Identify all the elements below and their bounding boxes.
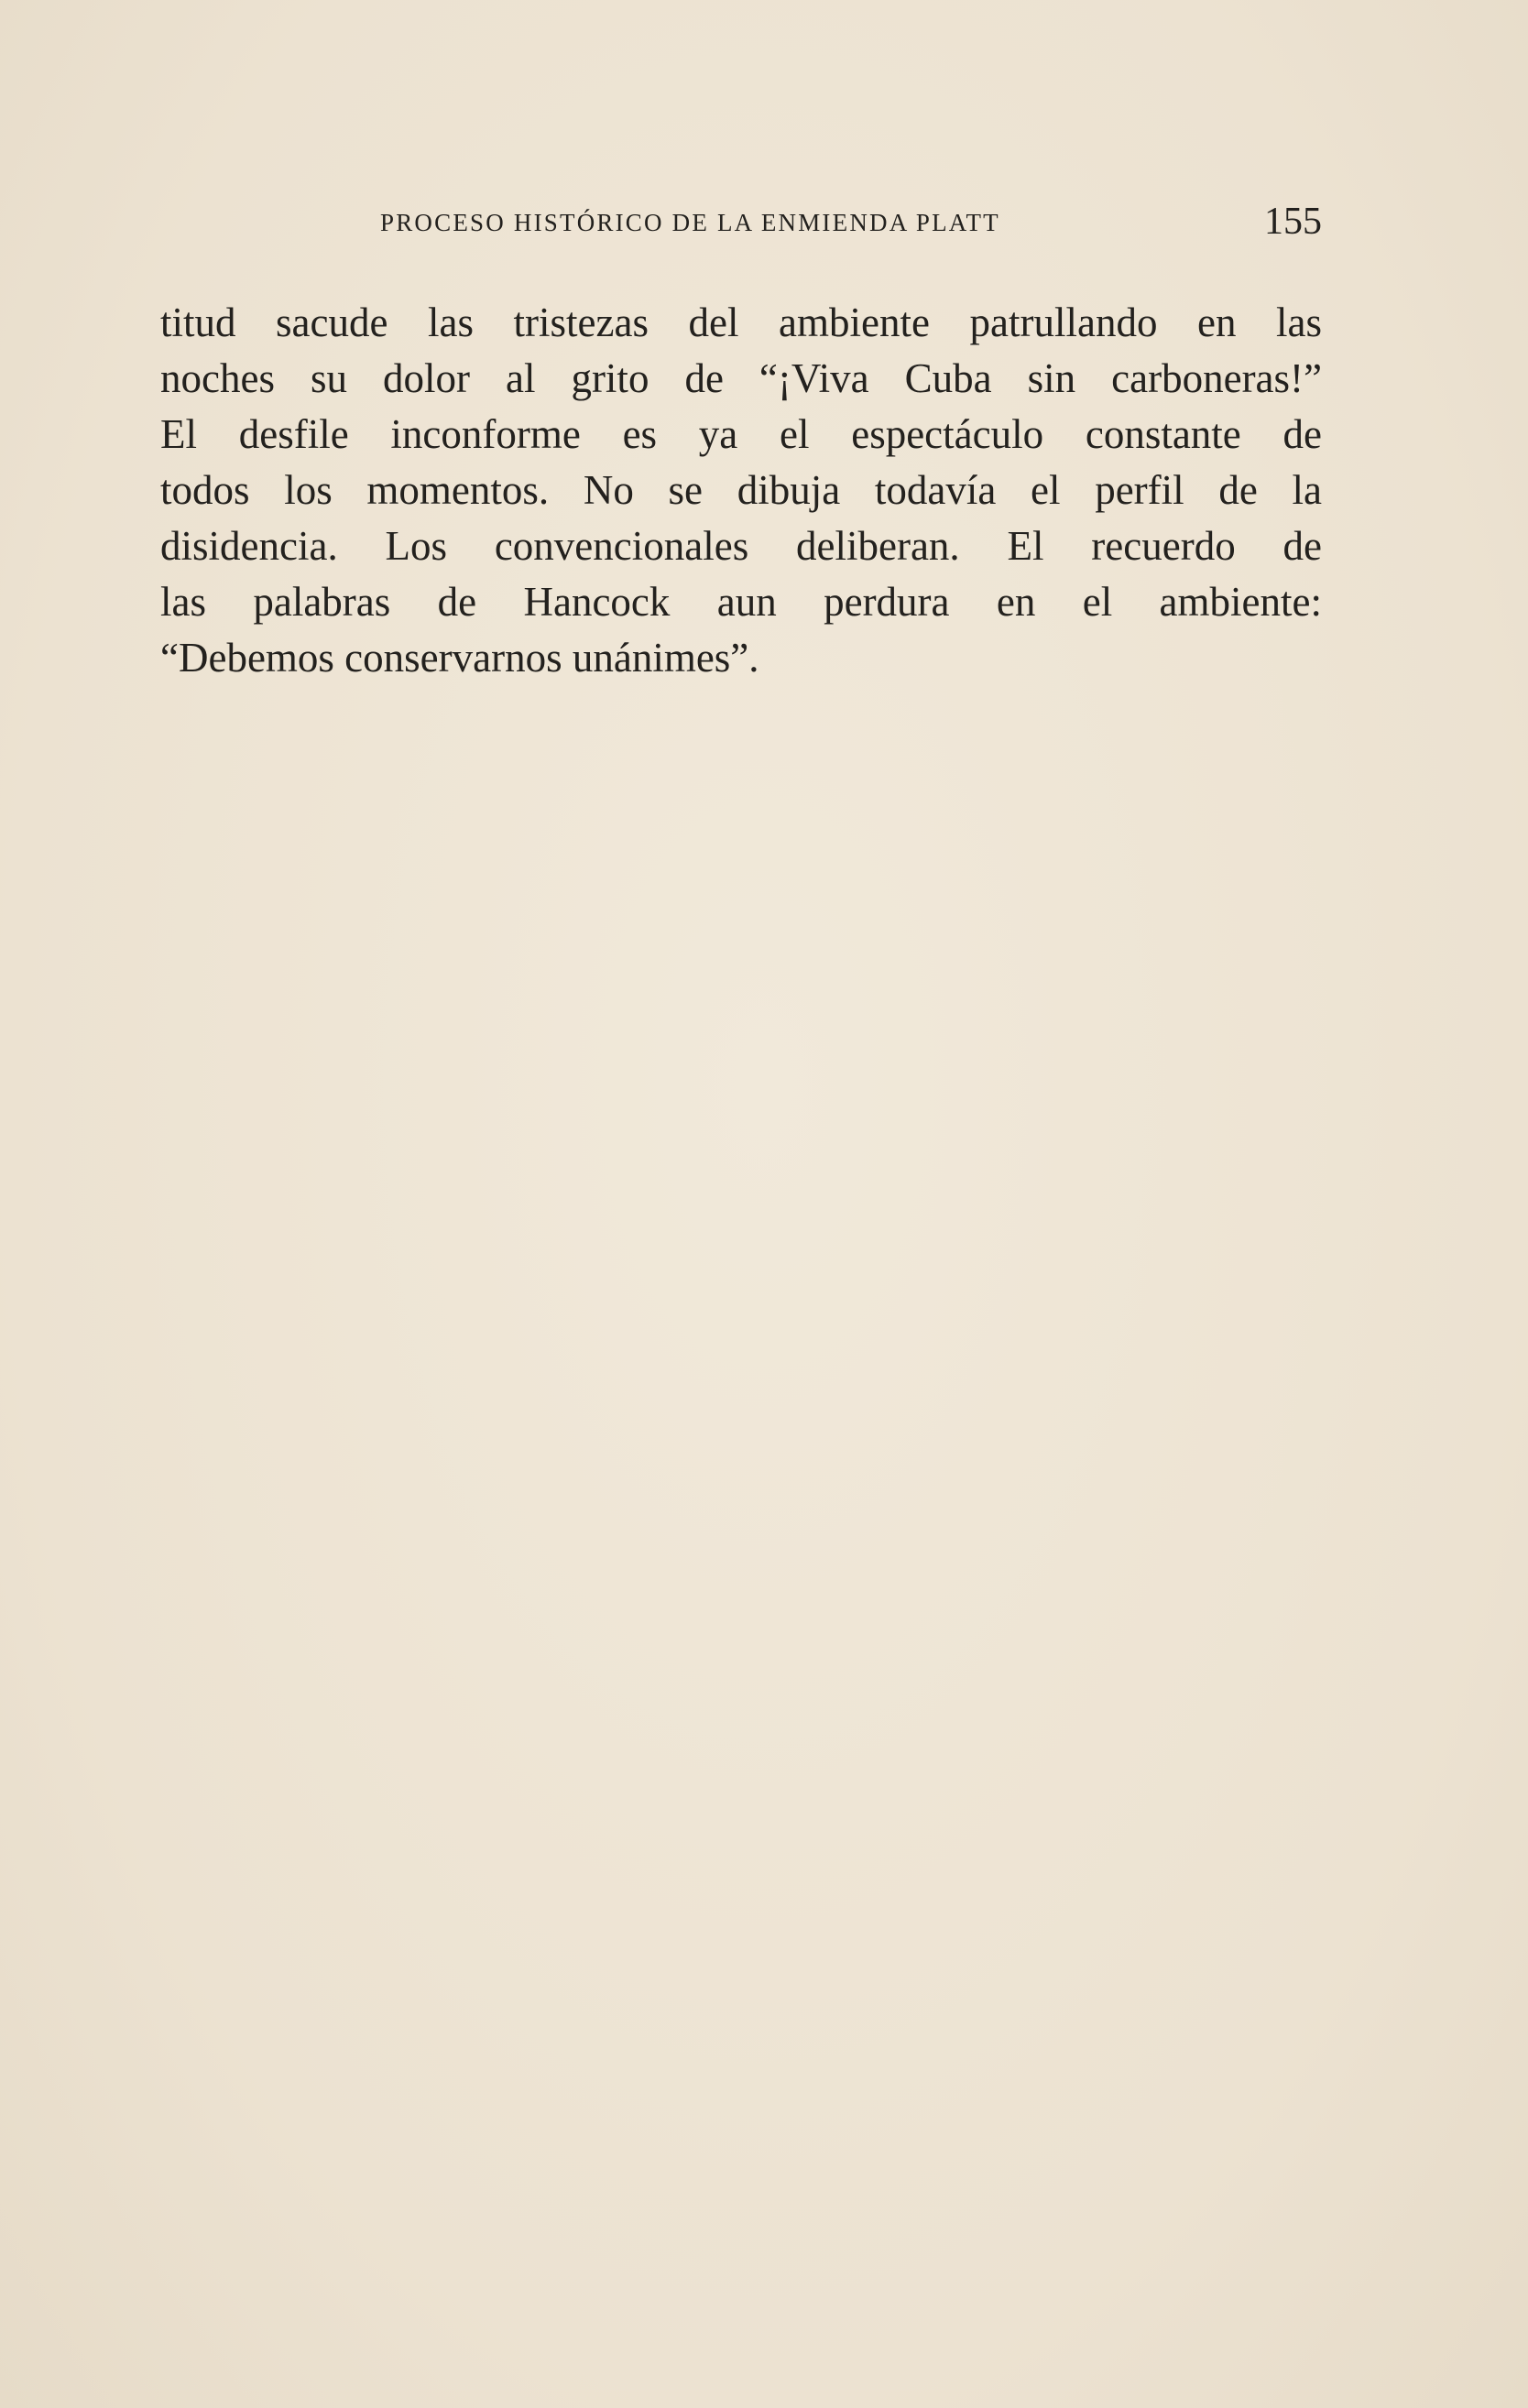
text-line: disidencia. Los convencionales deliberan. El recuerdo de [160,523,1322,569]
running-header [160,200,1322,245]
text-line: todos los momentos. No se dibuja todavía el perfil de la [160,467,1322,513]
text-line: noches su dolor al grito de “¡Viva Cuba sin carboneras!” [160,355,1322,401]
body-paragraph [160,295,1322,686]
page-number: 155 [1264,201,1322,243]
text-line: El desfile inconforme es ya el espectáculo constante de [160,411,1322,457]
text-line: titud sacude las tristezas del ambiente patrullando en las [160,300,1322,345]
text-line: las palabras de Hancock aun perdura en el ambiente: [160,579,1322,625]
text-line: “Debemos conservarnos unánimes”. [160,635,759,681]
running-title: PROCESO HISTÓRICO DE LA ENMIENDA PLATT [380,209,1000,236]
